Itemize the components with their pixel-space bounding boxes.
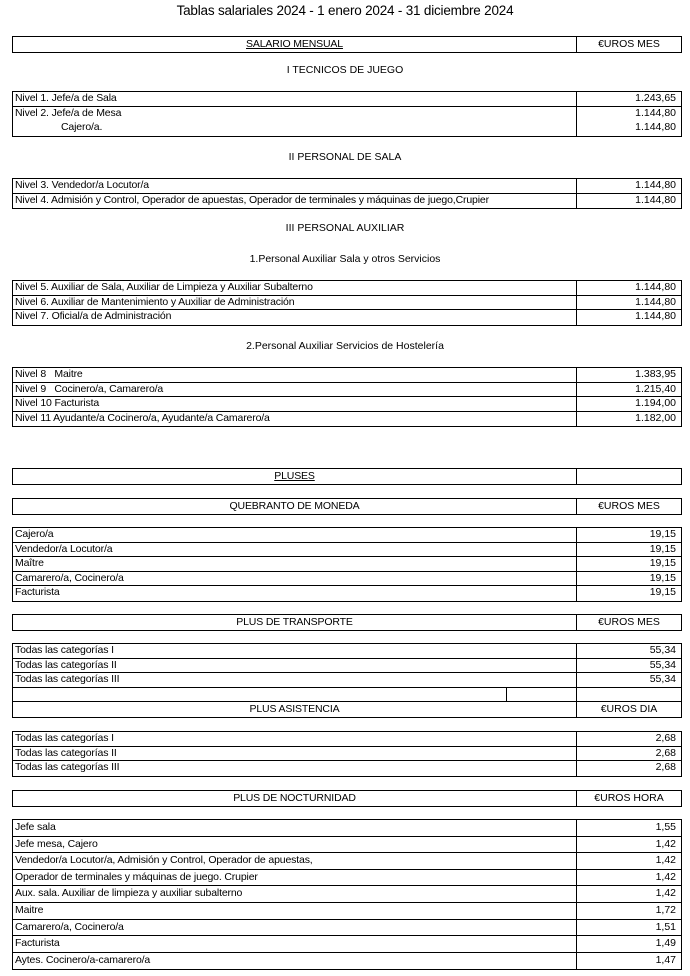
table-row: Nivel 5. Auxiliar de Sala, Auxiliar de Limpieza y Auxiliar Subalterno 1.144,80 <box>13 281 681 296</box>
table-row: Jefe mesa, Cajero 1,42 <box>13 837 681 854</box>
empty-row <box>13 688 681 703</box>
document-title: Tablas salariales 2024 - 1 enero 2024 - 31 diciembre 2024 <box>176 3 514 18</box>
table-row: Nivel 3. Vendedor/a Locutor/a 1.144,80 <box>13 179 681 194</box>
table-quebranto <box>12 527 682 602</box>
divider <box>12 717 682 718</box>
table-row: Maitre 1,72 <box>13 903 681 920</box>
table-row: Nivel 11 Ayudante/a Cocinero/a, Ayudante/a Camarero/a 1.182,00 <box>13 412 681 427</box>
table-row: Todas las categorías III 55,34 <box>13 673 681 688</box>
section-title-personal-sala: II PERSONAL DE SALA <box>288 151 402 163</box>
asistencia-unit: €UROS DIA <box>576 702 681 717</box>
table-row: Operador de terminales y máquinas de juego. Crupier 1,42 <box>13 870 681 887</box>
salario-unit: €UROS MES <box>576 37 681 52</box>
pluses-header-table <box>12 468 682 485</box>
table-tecnicos <box>12 91 682 137</box>
table-row: Vendedor/a Locutor/a 19,15 <box>13 543 681 558</box>
table-row: Nivel 1. Jefe/a de Sala 1.243,65 <box>13 92 681 107</box>
table-row: Jefe sala 1,55 <box>13 820 681 837</box>
subsection-title-hosteleria: 2.Personal Auxiliar Servicios de Hostelería <box>246 340 444 352</box>
table-row: Aytes. Cocinero/a-camarero/a 1,47 <box>13 953 681 970</box>
quebranto-unit: €UROS MES <box>576 499 681 514</box>
table-row: Nivel 8 Maitre 1.383,95 <box>13 368 681 383</box>
nocturnidad-unit: €UROS HORA <box>576 791 681 806</box>
nocturnidad-header-table <box>12 790 682 807</box>
table-row: Aux. sala. Auxiliar de limpieza y auxiliar subalterno 1,42 <box>13 886 681 903</box>
table-row: Maître 19,15 <box>13 557 681 572</box>
table-auxiliar-sala <box>12 280 682 326</box>
table-row: Nivel 6. Auxiliar de Mantenimiento y Auxiliar de Administración 1.144,80 <box>13 296 681 311</box>
salario-header: SALARIO MENSUAL <box>246 38 343 50</box>
transporte-header: PLUS DE TRANSPORTE <box>236 616 353 628</box>
table-hosteleria <box>12 367 682 427</box>
table-row: Todas las categorías I 55,34 <box>13 644 681 659</box>
salario-header-table <box>12 36 682 53</box>
pluses-header: PLUSES <box>274 470 315 482</box>
section-title-tecnicos: I TECNICOS DE JUEGO <box>286 64 404 76</box>
section-title-personal-auxiliar: III PERSONAL AUXILIAR <box>285 222 405 234</box>
table-row: Cajero/a. 1.144,80 <box>13 121 681 136</box>
nocturnidad-header: PLUS DE NOCTURNIDAD <box>233 792 356 804</box>
table-row: Nivel 9 Cocinero/a, Camarero/a 1.215,40 <box>13 383 681 398</box>
table-row: Vendedor/a Locutor/a, Admisión y Control, Operador de apuestas, 1,42 <box>13 853 681 870</box>
asistencia-header-row <box>13 702 681 717</box>
quebranto-header-table <box>12 498 682 515</box>
table-row: Cajero/a 19,15 <box>13 528 681 543</box>
table-row: Facturista 19,15 <box>13 586 681 601</box>
quebranto-header: QUEBRANTO DE MONEDA <box>229 500 360 512</box>
table-row: Todas las categorías II 55,34 <box>13 659 681 674</box>
table-row: Todas las categorías II 2,68 <box>13 747 681 762</box>
table-row: Nivel 4. Admisión y Control, Operador de apuestas, Operador de terminales y máquinas de juego,Crupier 1.144,80 <box>13 194 681 209</box>
table-asistencia <box>12 731 682 777</box>
table-row: Todas las categorías III 2,68 <box>13 761 681 776</box>
subsection-title-sala-servicios: 1.Personal Auxiliar Sala y otros Servicios <box>249 253 441 265</box>
table-personal-sala <box>12 178 682 209</box>
transporte-unit: €UROS MES <box>576 615 681 630</box>
table-row: Facturista 1,49 <box>13 936 681 953</box>
table-row: Camarero/a, Cocinero/a 19,15 <box>13 572 681 587</box>
table-transporte <box>12 643 682 717</box>
table-nocturnidad <box>12 819 682 970</box>
transporte-header-table <box>12 614 682 631</box>
table-row: Nivel 7. Oficial/a de Administración 1.144,80 <box>13 310 681 325</box>
asistencia-header: PLUS ASISTENCIA <box>249 703 340 716</box>
table-row: Camarero/a, Cocinero/a 1,51 <box>13 920 681 937</box>
table-row: Todas las categorías I 2,68 <box>13 732 681 747</box>
table-row: Nivel 2. Jefe/a de Mesa 1.144,80 <box>13 107 681 122</box>
table-row: Nivel 10 Facturista 1.194,00 <box>13 397 681 412</box>
